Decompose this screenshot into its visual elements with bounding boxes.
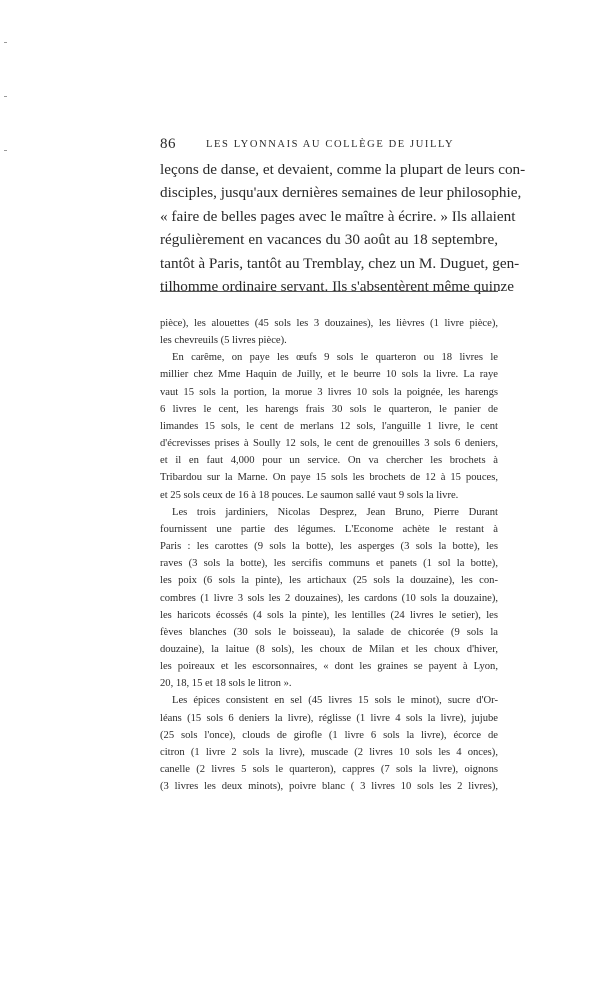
footnote-line: raves (3 sols la botte), les sercifis communs et panets (1 sol la botte), xyxy=(160,558,498,570)
footnote-line: limandes 15 sols, le cent de merlans 12 sols, l'anguille 1 livre, le cent xyxy=(160,420,498,432)
main-text-line: tantôt à Paris, tantôt au Tremblay, chez un M. Duguet, gen- xyxy=(160,254,520,272)
footnote-line: les poireaux et les escorsonnaires, « dont les graines se payent à Lyon, xyxy=(160,661,498,673)
main-text-line: tilhomme ordinaire servant. Ils s'absentèrent même quinze xyxy=(160,278,515,296)
footnote-line: (3 livres les deux minots), poivre blanc ( 3 livres 10 sols les 2 livres), xyxy=(160,781,498,793)
footnote-line: (25 sols l'once), clouds de girofle (1 livre 6 sols la livre), écorce de xyxy=(160,729,498,741)
footnote-line: d'écrevisses prises à Soully 12 sols, le cent de grenouilles 3 sols 6 deniers, xyxy=(160,438,498,450)
page-number: 86 xyxy=(160,136,176,152)
footnote-line: canelle (2 livres 5 sols le quarteron), cappres (7 sols la livre), oignons xyxy=(160,764,498,776)
main-text-line: disciples, jusqu'aux dernières semaines de leur philosophie, xyxy=(160,184,522,202)
footnote-line: Tribardou sur la Marne. On paye 15 sols les brochets de 12 à 15 pouces, xyxy=(160,472,498,484)
margin-mark xyxy=(4,96,7,97)
footnote-line: et il en faut 4,000 pour un service. On va chercher les brochets à xyxy=(160,455,498,467)
main-text-line: régulièrement en vacances du 30 août au 18 septembre, xyxy=(160,231,498,249)
footnote-line: léans (15 sols 6 deniers la livre), réglisse (1 livre 4 sols la livre), jujube xyxy=(160,712,498,724)
footnote-line: Les épices consistent en sel (45 livres 15 sols le minot), sucre d'Or- xyxy=(172,695,498,707)
footnote-line: 20, 18, 15 et 18 sols le litron ». xyxy=(160,678,292,690)
footnote-line: pièce), les alouettes (45 sols les 3 douzaines), les lièvres (1 livre pièce), xyxy=(160,318,498,329)
running-title: LES LYONNAIS AU COLLÈGE DE JUILLY xyxy=(206,139,455,150)
footnote-line: les haricots écossés (4 sols la pinte), les lentilles (24 livres le setier), les xyxy=(160,609,498,621)
footnote-line: les poix (6 sols la pinte), les artichaux (25 sols la douzaine), les con- xyxy=(160,575,498,587)
main-text-line: leçons de danse, et devaient, comme la plupart de leurs con- xyxy=(160,161,526,178)
footnote-line: vaut 15 sols la portion, la morue 3 livres 10 sols la poignée, les harengs xyxy=(160,386,498,398)
page-header xyxy=(160,136,500,156)
footnote-line: douzaine), la laitue (8 sols), les choux de Milan et les choux d'hiver, xyxy=(160,643,498,655)
footnote-line: 6 livres le cent, les harengs frais 30 sols le quarteron, le panier de xyxy=(160,403,498,415)
footnote-line: les chevreuils (5 livres pièce). xyxy=(160,335,287,347)
footnote-rule xyxy=(160,291,498,292)
footnote-line: citron (1 livre 2 sols la livre), muscade (2 livres 10 sols les 4 onces), xyxy=(160,746,498,758)
margin-mark xyxy=(4,42,7,43)
footnote-block xyxy=(160,315,498,795)
footnote-line: fournissent une partie des légumes. L'Econome achète le restant à xyxy=(160,523,498,535)
main-text-line: « faire de belles pages avec le maître à écrire. » Ils allaient xyxy=(160,207,516,225)
footnote-line: En carême, on paye les œufs 9 sols le quarteron ou 18 livres le xyxy=(172,352,498,364)
margin-mark xyxy=(4,150,7,151)
footnote-line: millier chez Mme Haquin de Juilly, et le beurre 10 sols la livre. La raye xyxy=(160,369,498,381)
footnote-line: Paris : les carottes (9 sols la botte), les asperges (3 sols la botte), les xyxy=(160,541,498,553)
main-text-block xyxy=(160,158,526,298)
footnote-line: et 25 sols ceux de 16 à 18 pouces. Le saumon sallé vaut 9 sols la livre. xyxy=(160,489,459,501)
footnote-line: combres (1 livre 3 sols les 2 douzaines), les cardons (10 sols la douzaine), xyxy=(160,592,498,604)
footnote-line: fèves blanches (30 sols le boisseau), la salade de chicorée (9 sols la xyxy=(160,626,498,638)
footnote-line: Les trois jardiniers, Nicolas Desprez, Jean Bruno, Pierre Durant xyxy=(172,506,498,518)
